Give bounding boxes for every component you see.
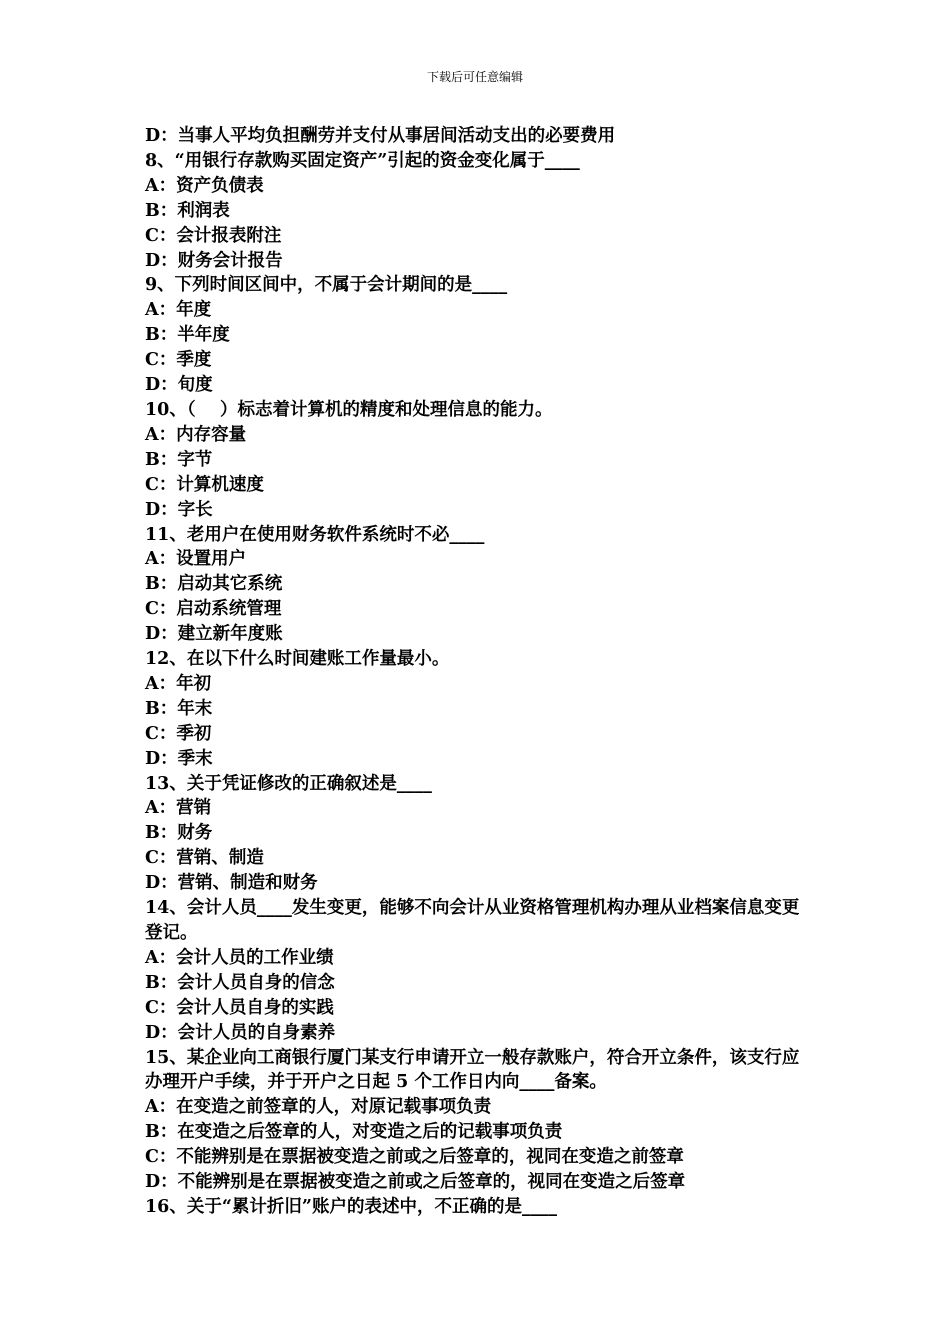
text-line: C：计算机速度 — [145, 474, 264, 495]
page-header: 下载后可任意编辑 — [426, 70, 523, 84]
text-line: A：年度 — [145, 300, 212, 321]
text-line: A：年初 — [145, 673, 212, 694]
text-line: B：年末 — [145, 698, 213, 719]
text-line: D：当事人平均负担酬劳并支付从事居间活动支出的必要费用 — [145, 126, 616, 146]
text-line: 16、关于“累计折旧”账户的表述中，不正确的是____ — [145, 1196, 557, 1217]
text-line: D：营销、制造和财务 — [145, 873, 318, 894]
text-line: B：在变造之后签章的人，对变造之后的记载事项负责 — [145, 1122, 563, 1143]
text-line: C：会计报表附注 — [145, 225, 282, 246]
text-line: 10、（ ）标志着计算机的精度和处理信息的能力。 — [145, 399, 553, 420]
text-line: A：内存容量 — [145, 424, 247, 445]
text-line: A：资产负债表 — [145, 175, 264, 196]
text-line: B：启动其它系统 — [145, 574, 283, 595]
text-line: 11、老用户在使用财务软件系统时不必____ — [145, 524, 485, 545]
text-line: D：不能辨别是在票据被变造之前或之后签章的，视同在变造之后签章 — [145, 1172, 686, 1193]
text-line: B：会计人员自身的信念 — [145, 972, 335, 993]
text-line: D：字长 — [145, 499, 213, 520]
text-line: A：会计人员的工作业绩 — [145, 947, 334, 968]
text-line: B：财务 — [145, 823, 213, 844]
text-line: B：字节 — [145, 449, 213, 470]
text-line: 14、会计人员____发生变更，能够不向会计从业资格管理机构办理从业档案信息变更登记。 — [145, 898, 800, 943]
text-line: B：利润表 — [145, 200, 230, 221]
text-line: C：季初 — [145, 723, 212, 744]
text-line: 13、关于凭证修改的正确叙述是____ — [145, 773, 432, 794]
text-line: D：建立新年度账 — [145, 624, 283, 645]
text-line: C：营销、制造 — [145, 848, 264, 869]
text-line: B：半年度 — [145, 325, 230, 346]
text-line: A：在变造之前签章的人，对原记载事项负责 — [145, 1097, 492, 1118]
text-line: C：启动系统管理 — [145, 599, 282, 620]
text-line: 8、“用银行存款购买固定资产”引起的资金变化属于____ — [145, 150, 580, 171]
text-line: A：营销 — [145, 798, 212, 819]
text-line: D：财务会计报告 — [145, 250, 283, 271]
text-line: 12、在以下什么时间建账工作量最小。 — [145, 649, 450, 670]
text-line: 15、某企业向工商银行厦门某支行申请开立一般存款账户，符合开立条件，该支行应办理开户手续，并于开户之日起 5 个工作日内向____备案。 — [145, 1047, 800, 1093]
text-line: A：设置用户 — [145, 549, 247, 570]
text-line: C：会计人员自身的实践 — [145, 997, 334, 1018]
text-line: C：不能辨别是在票据被变造之前或之后签章的，视同在变造之前签章 — [145, 1147, 684, 1168]
text-line: D：会计人员的自身素养 — [145, 1022, 336, 1043]
text-line: D：旬度 — [145, 375, 213, 396]
text-line: C：季度 — [145, 350, 212, 371]
text-line: D：季末 — [145, 748, 213, 769]
text-line: 9、下列时间区间中，不属于会计期间的是____ — [145, 275, 508, 296]
document-body — [145, 124, 810, 1220]
